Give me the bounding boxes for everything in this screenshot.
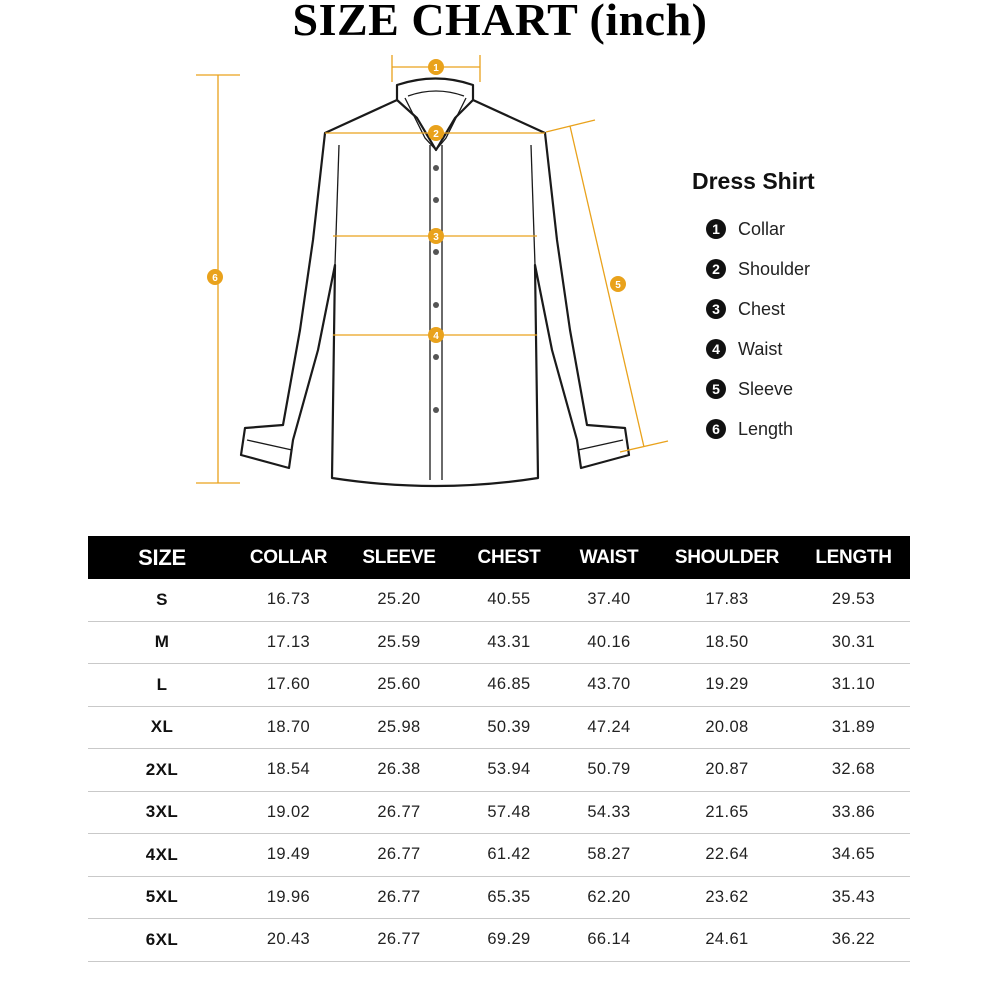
svg-text:4: 4 (433, 331, 439, 342)
legend-label: Shoulder (738, 258, 811, 279)
marker-3-icon (428, 228, 444, 244)
cell-sleeve: 25.98 (341, 706, 457, 749)
legend-item-collar (690, 209, 990, 249)
cell-sleeve: 26.77 (341, 834, 457, 877)
table-body (88, 579, 910, 961)
cell-sleeve: 25.60 (341, 664, 457, 707)
cell-chest: 61.42 (457, 834, 561, 877)
cell-length: 31.10 (797, 664, 910, 707)
cell-waist: 62.20 (561, 876, 657, 919)
cell-size: XL (88, 706, 236, 749)
cell-waist: 43.70 (561, 664, 657, 707)
header-size: SIZE (88, 536, 236, 579)
svg-text:3: 3 (433, 232, 439, 243)
cell-collar: 16.73 (236, 579, 341, 621)
cell-collar: 19.02 (236, 791, 341, 834)
svg-text:5: 5 (615, 280, 621, 291)
marker-4-icon (428, 327, 444, 343)
table-row (88, 706, 910, 749)
cell-waist: 50.79 (561, 749, 657, 792)
legend-label: Chest (738, 298, 786, 319)
table-row (88, 664, 910, 707)
size-table (88, 536, 910, 962)
cell-length: 31.89 (797, 706, 910, 749)
table-row (88, 876, 910, 919)
number-6-icon: 6 (706, 419, 726, 439)
table-row (88, 579, 910, 621)
cell-chest: 50.39 (457, 706, 561, 749)
header-waist: WAIST (561, 536, 657, 579)
cell-length: 29.53 (797, 579, 910, 621)
cell-sleeve: 25.20 (341, 579, 457, 621)
cell-waist: 66.14 (561, 919, 657, 962)
cell-shoulder: 24.61 (657, 919, 797, 962)
cell-length: 35.43 (797, 876, 910, 919)
table-row (88, 919, 910, 962)
legend-title: Dress Shirt (692, 168, 815, 194)
legend-item-shoulder (690, 249, 990, 289)
legend-label: Collar (738, 218, 786, 239)
cell-length: 32.68 (797, 749, 910, 792)
cell-sleeve: 26.77 (341, 919, 457, 962)
legend-label: Sleeve (738, 378, 794, 399)
header-collar: COLLAR (236, 536, 341, 579)
legend-item-sleeve (690, 369, 990, 409)
cell-sleeve: 26.77 (341, 876, 457, 919)
cell-shoulder: 19.29 (657, 664, 797, 707)
number-3-icon: 3 (706, 299, 726, 319)
table-row (88, 621, 910, 664)
marker-5-icon (610, 276, 626, 292)
marker-2-icon (428, 125, 444, 141)
cell-collar: 18.70 (236, 706, 341, 749)
cell-sleeve: 25.59 (341, 621, 457, 664)
header-chest: CHEST (457, 536, 561, 579)
table-row (88, 791, 910, 834)
cell-collar: 17.13 (236, 621, 341, 664)
cell-size: 2XL (88, 749, 236, 792)
legend-label: Length (738, 418, 794, 439)
cell-chest: 57.48 (457, 791, 561, 834)
cell-chest: 53.94 (457, 749, 561, 792)
header-sleeve: SLEEVE (341, 536, 457, 579)
legend-item-waist (690, 329, 990, 369)
legend-item-length (690, 409, 990, 449)
svg-text:6: 6 (212, 273, 218, 284)
cell-size: 4XL (88, 834, 236, 877)
cell-shoulder: 17.83 (657, 579, 797, 621)
table-header-row (88, 536, 910, 579)
cell-collar: 17.60 (236, 664, 341, 707)
cell-length: 33.86 (797, 791, 910, 834)
marker-6-icon (207, 269, 223, 285)
header-length: LENGTH (797, 536, 910, 579)
cell-sleeve: 26.77 (341, 791, 457, 834)
cell-waist: 47.24 (561, 706, 657, 749)
cell-collar: 19.49 (236, 834, 341, 877)
svg-text:1: 1 (433, 63, 439, 74)
legend-item-chest (690, 289, 990, 329)
cell-shoulder: 20.87 (657, 749, 797, 792)
cell-sleeve: 26.38 (341, 749, 457, 792)
cell-size: 3XL (88, 791, 236, 834)
cell-shoulder: 23.62 (657, 876, 797, 919)
marker-1-icon (428, 59, 444, 75)
number-2-icon: 2 (706, 259, 726, 279)
number-5-icon: 5 (706, 379, 726, 399)
cell-length: 36.22 (797, 919, 910, 962)
svg-text:2: 2 (433, 129, 439, 140)
legend-label: Waist (738, 338, 783, 359)
cell-size: 5XL (88, 876, 236, 919)
cell-collar: 18.54 (236, 749, 341, 792)
number-4-icon: 4 (706, 339, 726, 359)
page-title: SIZE CHART (inch) (292, 0, 708, 45)
cell-chest: 65.35 (457, 876, 561, 919)
cell-waist: 54.33 (561, 791, 657, 834)
header-shoulder: SHOULDER (657, 536, 797, 579)
cell-size: S (88, 579, 236, 621)
legend (690, 168, 990, 449)
cell-size: M (88, 621, 236, 664)
cell-size: 6XL (88, 919, 236, 962)
cell-shoulder: 21.65 (657, 791, 797, 834)
cell-chest: 43.31 (457, 621, 561, 664)
cell-chest: 69.29 (457, 919, 561, 962)
cell-length: 30.31 (797, 621, 910, 664)
cell-waist: 58.27 (561, 834, 657, 877)
cell-waist: 37.40 (561, 579, 657, 621)
cell-shoulder: 18.50 (657, 621, 797, 664)
cell-chest: 40.55 (457, 579, 561, 621)
table-row (88, 834, 910, 877)
number-1-icon: 1 (706, 219, 726, 239)
cell-collar: 19.96 (236, 876, 341, 919)
table-row (88, 749, 910, 792)
cell-waist: 40.16 (561, 621, 657, 664)
cell-chest: 46.85 (457, 664, 561, 707)
cell-shoulder: 22.64 (657, 834, 797, 877)
cell-length: 34.65 (797, 834, 910, 877)
cell-collar: 20.43 (236, 919, 341, 962)
cell-shoulder: 20.08 (657, 706, 797, 749)
cell-size: L (88, 664, 236, 707)
